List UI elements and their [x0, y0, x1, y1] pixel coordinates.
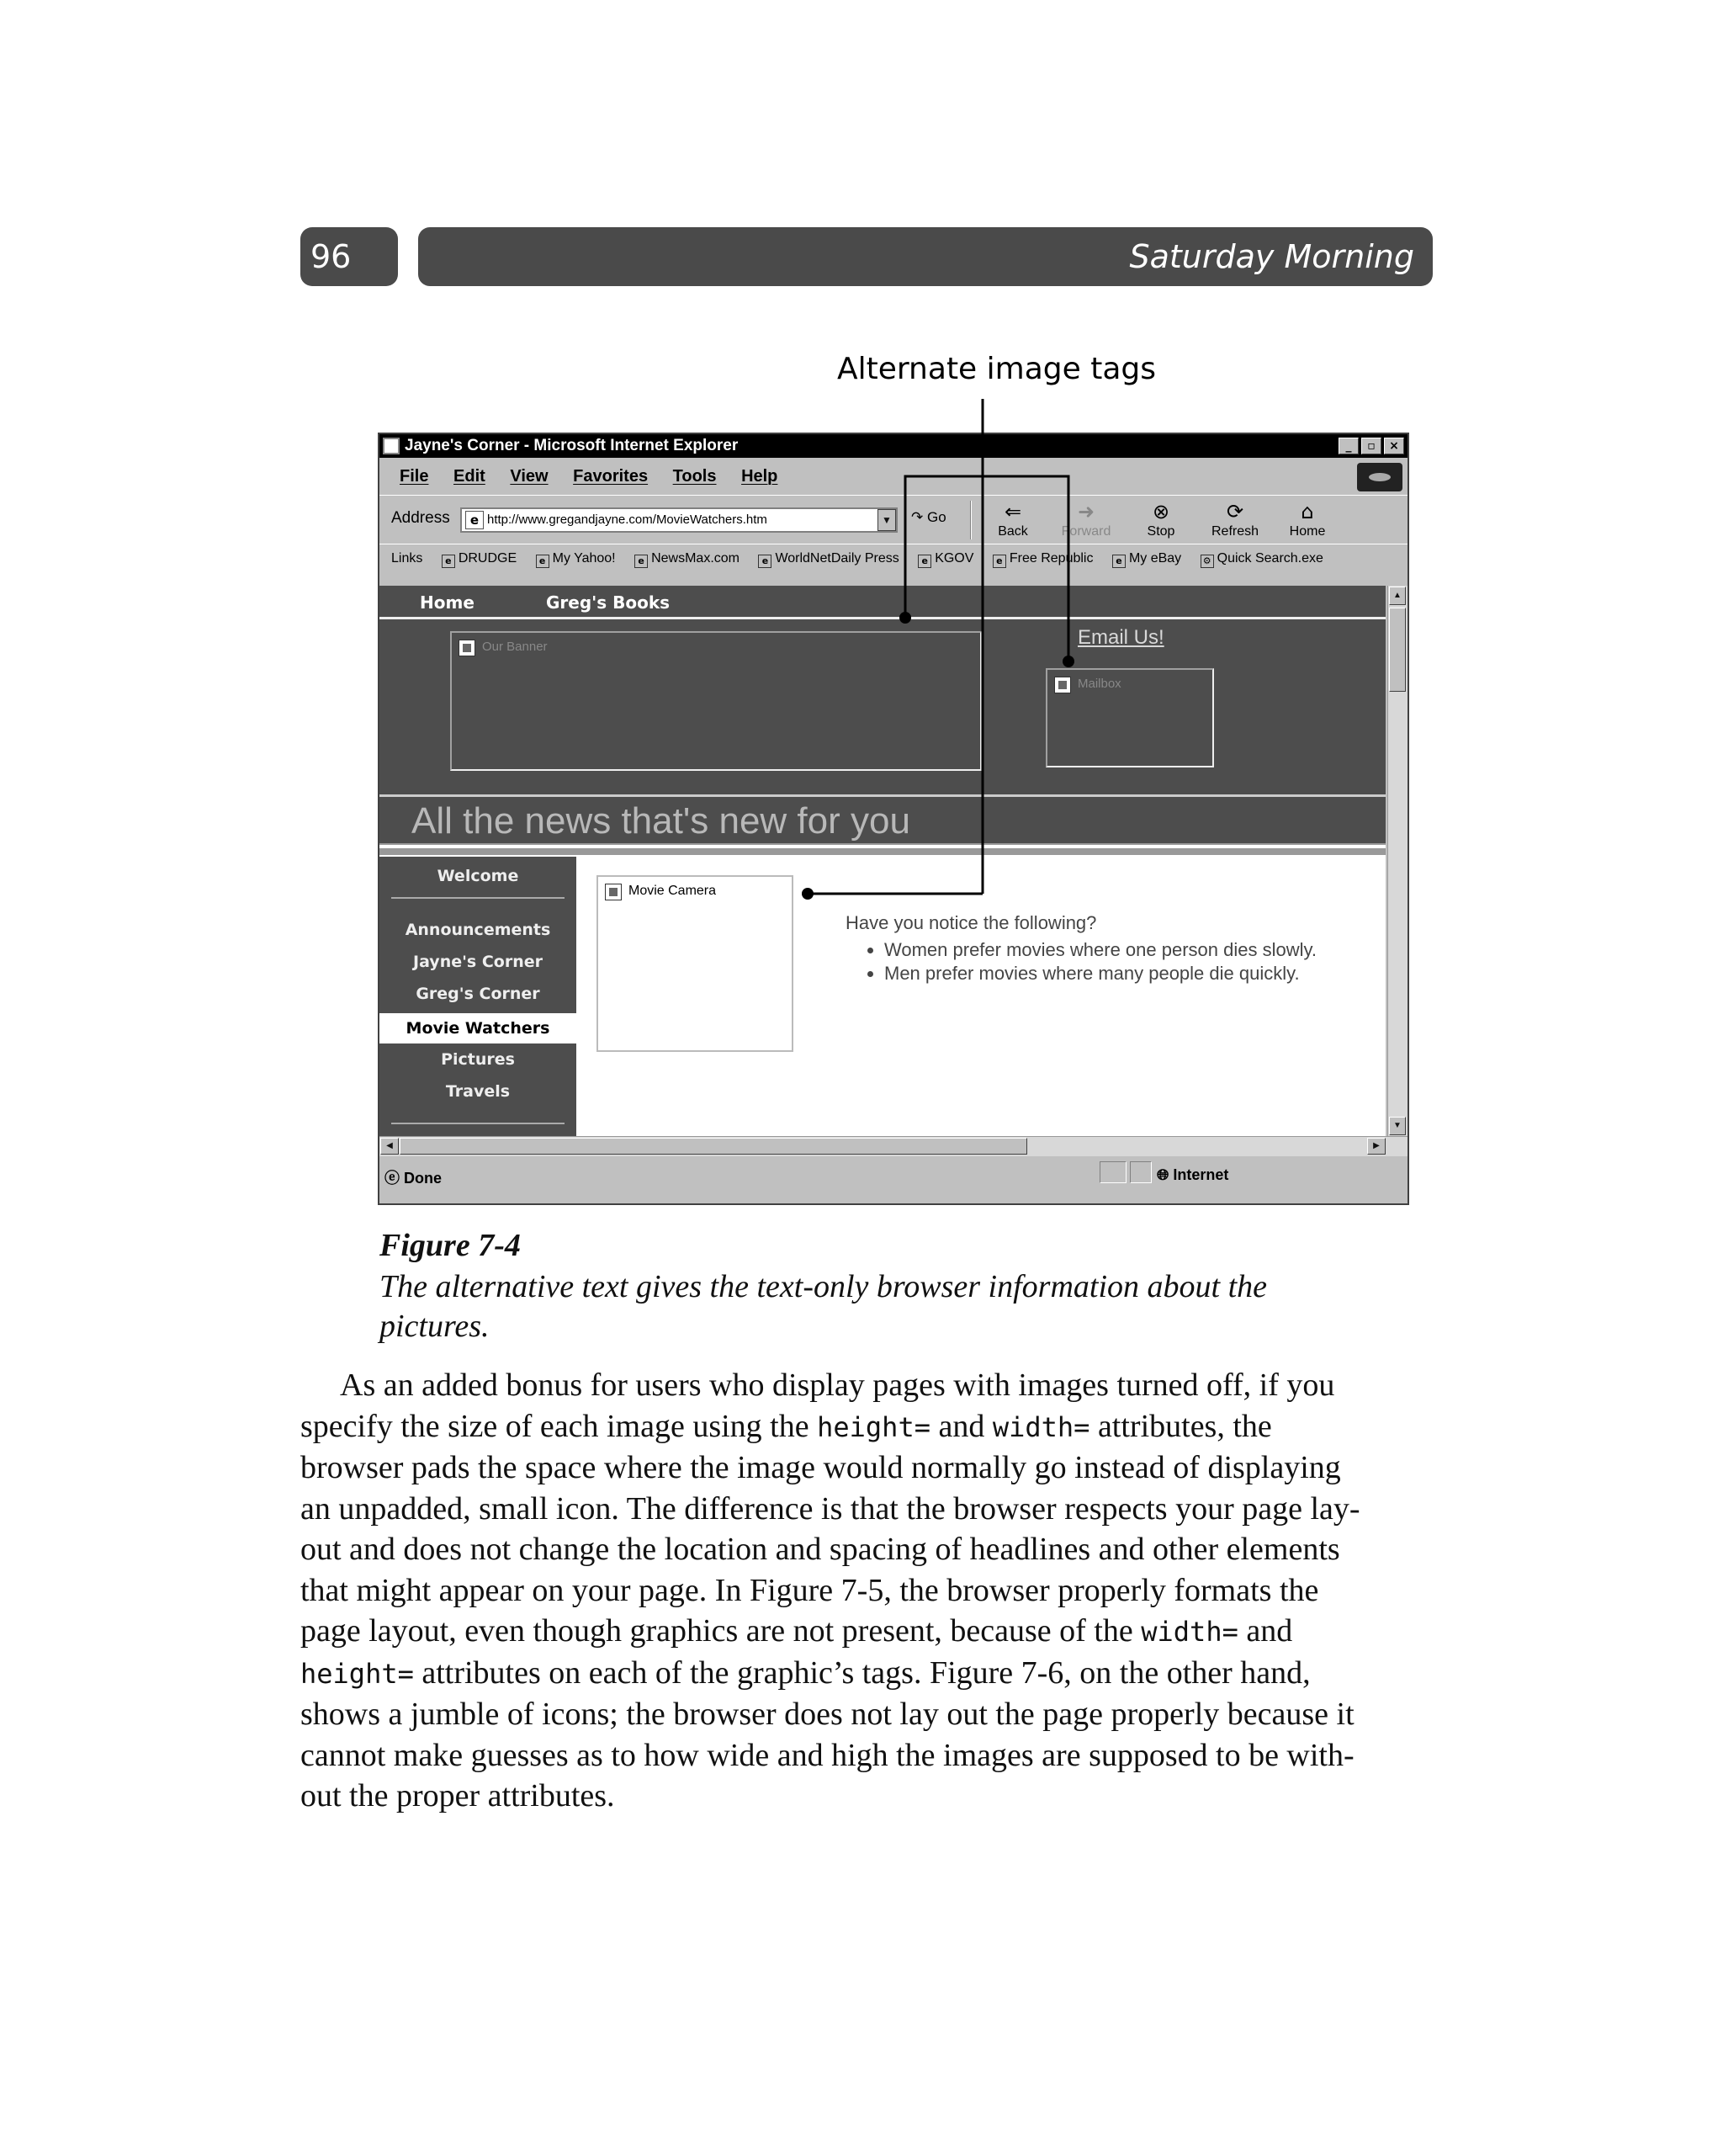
sidebar-item-jaynes-corner[interactable]: Jayne's Corner: [413, 953, 543, 971]
text-line: out the proper attributes.: [300, 1778, 615, 1813]
scroll-down-icon[interactable]: ▼: [1389, 1117, 1406, 1135]
menu-file[interactable]: File: [400, 467, 429, 486]
refresh-label: Refresh: [1211, 524, 1259, 539]
forward-button[interactable]: [1057, 501, 1116, 539]
list-item: • Women prefer movies where one person dies slowly.: [884, 939, 1317, 961]
banner-alt-text: Our Banner: [482, 640, 548, 654]
status-bar: [379, 1158, 1408, 1203]
link-item[interactable]: e NewsMax.com: [634, 544, 740, 573]
scroll-left-icon[interactable]: ◀: [380, 1138, 399, 1155]
movie-camera-alt-text: Movie Camera: [628, 884, 717, 898]
browser-window: [378, 433, 1409, 1205]
section-title: Saturday Morning: [418, 227, 1433, 286]
close-icon[interactable]: ×: [1384, 438, 1404, 454]
ie-app-icon: [383, 438, 400, 454]
windows-logo-icon: [1357, 463, 1402, 491]
status-panel: [1100, 1161, 1127, 1183]
stop-button[interactable]: [1132, 501, 1190, 539]
site-tagline: All the news that's new for you: [411, 800, 910, 842]
status-panel: [1130, 1161, 1152, 1183]
site-topnav: [379, 586, 1386, 619]
browser-title: Jayne's Corner - Microsoft Internet Explorer: [405, 437, 739, 454]
go-label: Go: [926, 509, 946, 525]
address-toolbar: [379, 495, 1408, 542]
nav-home[interactable]: Home: [420, 592, 474, 613]
text-line: cannot make guesses as to how wide and high the images are supposed to be with-: [300, 1737, 1355, 1773]
link-item[interactable]: e My eBay: [1112, 544, 1181, 573]
address-label: Address: [391, 509, 450, 527]
callout-label: Alternate image tags: [837, 352, 1157, 386]
broken-image-icon: [605, 884, 622, 900]
stop-label: Stop: [1147, 524, 1175, 539]
address-input[interactable]: e http://www.gregandjayne.com/MovieWatchers.htm: [460, 507, 898, 533]
go-button[interactable]: [911, 509, 946, 526]
stop-icon: ⊗: [1152, 500, 1170, 523]
content-bullet-list: [862, 939, 1317, 986]
refresh-icon: ⟳: [1226, 500, 1244, 523]
page-viewport: [379, 586, 1386, 1136]
search-icon: ⚙: [1201, 555, 1214, 568]
links-label: Links: [391, 551, 423, 566]
scroll-thumb[interactable]: [1389, 608, 1406, 692]
figure-caption: [379, 1267, 1389, 1346]
site-header: [379, 586, 1386, 803]
home-icon: ⌂: [1301, 500, 1314, 523]
link-item[interactable]: ⚙ Quick Search.exe: [1201, 544, 1323, 573]
broken-image-icon: [1054, 677, 1071, 693]
text-line: specify the size of each image using the height= and width= attributes, the: [300, 1408, 1272, 1444]
mailbox-alt-text: Mailbox: [1078, 677, 1121, 691]
tagline-bar: [379, 794, 1386, 845]
link-item[interactable]: e Free Republic: [993, 544, 1094, 573]
sidebar-divider: [391, 897, 565, 899]
text-line: that might appear on your page. In Figure 7-5, the browser properly formats the: [300, 1572, 1319, 1608]
forward-arrow-icon: ➜: [1077, 500, 1095, 523]
home-button[interactable]: [1278, 501, 1337, 539]
link-item[interactable]: e DRUDGE: [442, 544, 517, 573]
ie-page-icon: e: [918, 555, 931, 568]
email-us-link[interactable]: Email Us!: [1078, 626, 1164, 649]
toolbar-separator: [970, 501, 972, 539]
links-toolbar: [379, 544, 1408, 574]
ie-page-icon: ⓔ: [384, 1170, 400, 1187]
address-dropdown-icon[interactable]: ▼: [877, 509, 896, 531]
go-arrow-icon: ↷: [911, 509, 924, 525]
sidebar-item-welcome[interactable]: Welcome: [437, 867, 519, 885]
sidebar-item-announcements[interactable]: Announcements: [405, 921, 551, 939]
sidebar-item-travels[interactable]: Travels: [445, 1082, 511, 1101]
nav-gregs-books[interactable]: Greg's Books: [546, 592, 671, 613]
movie-camera-image-placeholder: [596, 875, 793, 1052]
home-label: Home: [1289, 524, 1326, 539]
figure-label: Figure 7-4: [379, 1228, 521, 1263]
minimize-icon[interactable]: _: [1339, 438, 1359, 454]
scroll-right-icon[interactable]: ▶: [1367, 1138, 1386, 1155]
text-line: an unpadded, small icon. The difference is that the browser respects your page lay-: [300, 1490, 1360, 1527]
ie-page-icon: e: [758, 555, 771, 568]
vertical-scrollbar[interactable]: [1387, 586, 1408, 1136]
content-question: Have you notice the following?: [846, 912, 1097, 933]
ie-page-icon: e: [1112, 555, 1126, 568]
text-line: out and does not change the location and spacing of headlines and other elements: [300, 1532, 1340, 1567]
scroll-thumb[interactable]: [400, 1138, 1027, 1155]
ie-page-icon: e: [993, 555, 1006, 568]
link-item[interactable]: e KGOV: [918, 544, 973, 573]
sidebar-item-gregs-corner[interactable]: Greg's Corner: [416, 985, 540, 1003]
browser-titlebar: [379, 434, 1408, 458]
link-item[interactable]: e My Yahoo!: [536, 544, 616, 573]
globe-icon: 🌐︎: [1157, 1166, 1169, 1183]
text-line: browser pads the space where the image would normally go instead of displaying: [300, 1450, 1341, 1485]
text-line: page layout, even though graphics are not present, because of the width= and: [300, 1613, 1293, 1649]
text-line: height= attributes on each of the graphic’s tags. Figure 7-6, on the other hand,: [300, 1654, 1311, 1691]
ie-page-icon: e: [442, 555, 455, 568]
text-line: As an added bonus for users who display pages with images turned off, if you: [340, 1367, 1335, 1403]
broken-image-icon: [459, 640, 475, 656]
scroll-up-icon[interactable]: ▲: [1389, 587, 1406, 605]
link-item[interactable]: e WorldNetDaily Press: [758, 544, 899, 573]
menu-help[interactable]: Help: [741, 467, 778, 486]
sidebar-divider: [391, 1123, 565, 1124]
caption-line: pictures.: [379, 1309, 490, 1344]
menu-edit[interactable]: Edit: [453, 467, 485, 486]
divider: [379, 848, 1386, 855]
status-done: ⓔ Done: [384, 1170, 443, 1187]
refresh-button[interactable]: [1206, 501, 1264, 539]
menu-tools[interactable]: Tools: [672, 467, 717, 486]
menu-favorites[interactable]: Favorites: [573, 467, 649, 486]
caption-line: The alternative text gives the text-only browser information about the: [379, 1269, 1268, 1304]
sidebar-item-pictures[interactable]: Pictures: [441, 1050, 515, 1069]
page-number: 96: [300, 227, 398, 286]
sidebar-item-movie-watchers[interactable]: Movie Watchers: [379, 1013, 576, 1043]
ie-page-icon: e: [536, 555, 549, 568]
body-paragraph: [300, 1365, 1433, 1817]
back-button[interactable]: [983, 501, 1042, 539]
mailbox-image-placeholder: [1046, 668, 1214, 767]
menu-view[interactable]: View: [510, 467, 549, 486]
ie-page-icon: e: [634, 555, 648, 568]
horizontal-scrollbar[interactable]: [379, 1136, 1408, 1156]
forward-label: Forward: [1061, 524, 1111, 539]
banner-image-placeholder: [450, 631, 982, 771]
menu-bar: [379, 459, 1408, 493]
status-zone: 🌐︎ Internet: [1157, 1166, 1229, 1183]
back-arrow-icon: ⇐: [1004, 500, 1022, 523]
back-label: Back: [998, 524, 1028, 539]
maximize-icon[interactable]: ▫: [1361, 438, 1381, 454]
list-item: • Men prefer movies where many people die quickly.: [884, 963, 1317, 985]
site-sidebar: [379, 857, 576, 1136]
text-line: shows a jumble of icons; the browser does not lay out the page properly because it: [300, 1697, 1355, 1732]
